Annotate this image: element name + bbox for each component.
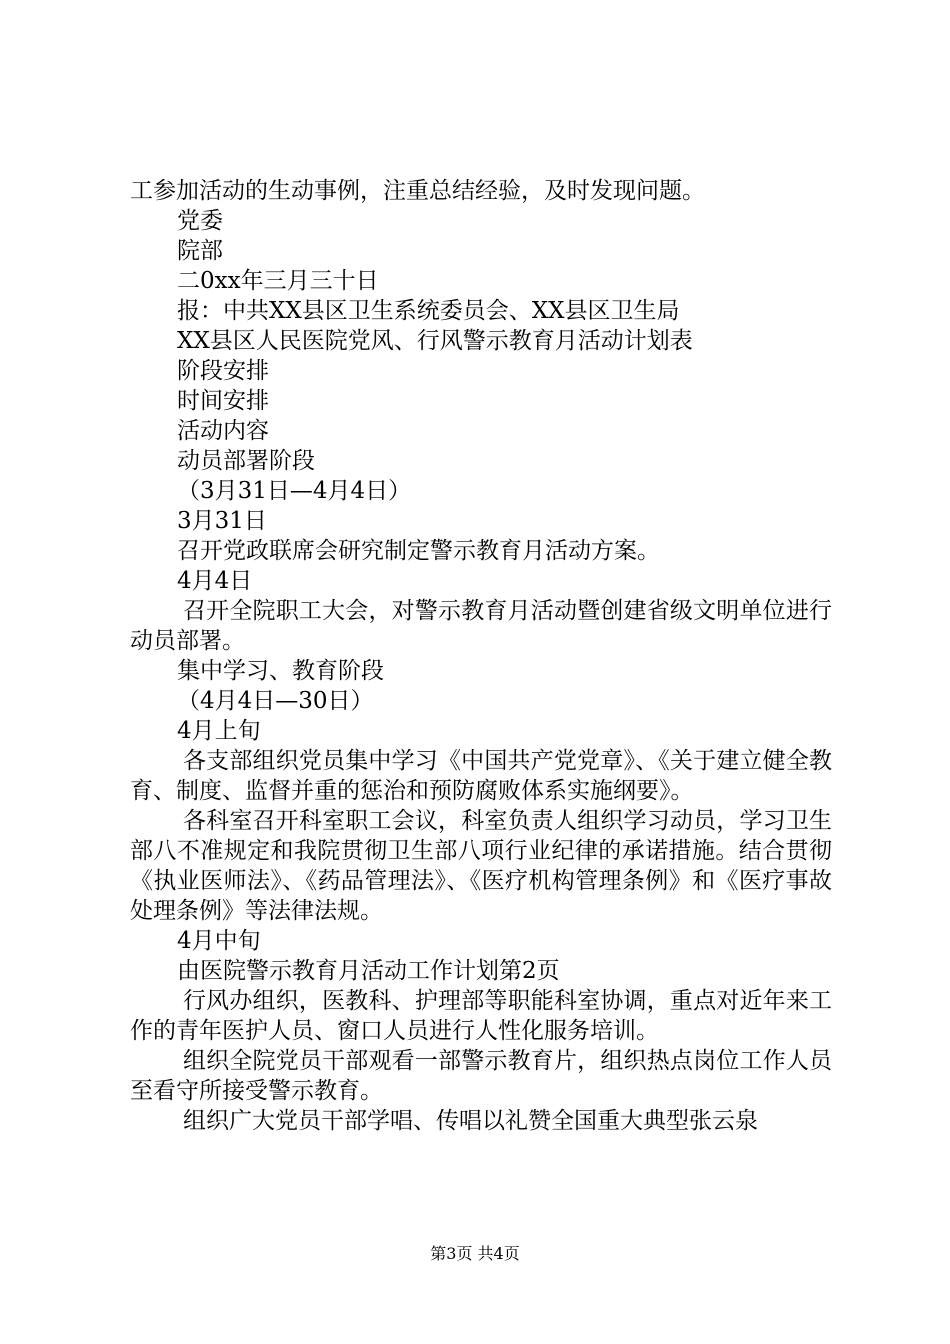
paragraph: 各支部组织党员集中学习《中国共产党党章》、《关于建立健全教育、制度、监督并重的惩治和预防腐败体系实施纲要》。 [130, 748, 832, 804]
paragraph: 各科室召开科室职工会议，科室负责人组织学习动员，学习卫生部八不准规定和我院贯彻卫生部八项行业纪律的承诺措施。结合贯彻《执业医师法》、《药品管理法》、《医疗机构管理条例》和《医疗事故处理条例》等法律法规。 [130, 808, 832, 924]
text-line: （4月4日—30日） [177, 688, 374, 714]
text-line: 院部 [177, 238, 223, 264]
text-line: 党委 [177, 208, 223, 234]
text-line: 召开党政联席会研究制定警示教育月活动方案。 [177, 538, 660, 564]
text-line: 由医院警示教育月活动工作计划第2页 [177, 958, 560, 984]
text-line: 二0xx年三月三十日 [177, 268, 379, 294]
text-line: 活动内容 [177, 418, 269, 444]
text-line: 动员部署阶段 [177, 448, 315, 474]
text-line: XX县区人民医院党风、行风警示教育月活动计划表 [177, 328, 693, 354]
text-line: 阶段安排 [177, 358, 269, 384]
page-footer: 第3页 共4页 [430, 1244, 520, 1263]
paragraph: 行风办组织，医教科、护理部等职能科室协调，重点对近年来工作的青年医护人员、窗口人员进行人性化服务培训。 [130, 988, 832, 1044]
paragraph: 组织全院党员干部观看一部警示教育片，组织热点岗位工作人员至看守所接受警示教育。 [130, 1048, 832, 1104]
text-line: 报：中共XX县区卫生系统委员会、XX县区卫生局 [177, 298, 680, 324]
text-line: 4月中旬 [177, 928, 261, 954]
text-line: 时间安排 [177, 388, 269, 414]
paragraph: 召开全院职工大会，对警示教育月活动暨创建省级文明单位进行动员部署。 [130, 598, 832, 654]
document-body [130, 176, 832, 1136]
text-line: 集中学习、教育阶段 [177, 658, 384, 684]
text-line: 4月上旬 [177, 718, 261, 744]
paragraph: 组织广大党员干部学唱、传唱以礼赞全国重大典型张云泉 [183, 1108, 758, 1134]
text-line: 4月4日 [177, 568, 253, 594]
text-line: （3月31日—4月4日） [177, 478, 412, 504]
text-line: 3月31日 [177, 508, 267, 534]
text-line: 工参加活动的生动事例，注重总结经验，及时发现问题。 [130, 178, 705, 204]
